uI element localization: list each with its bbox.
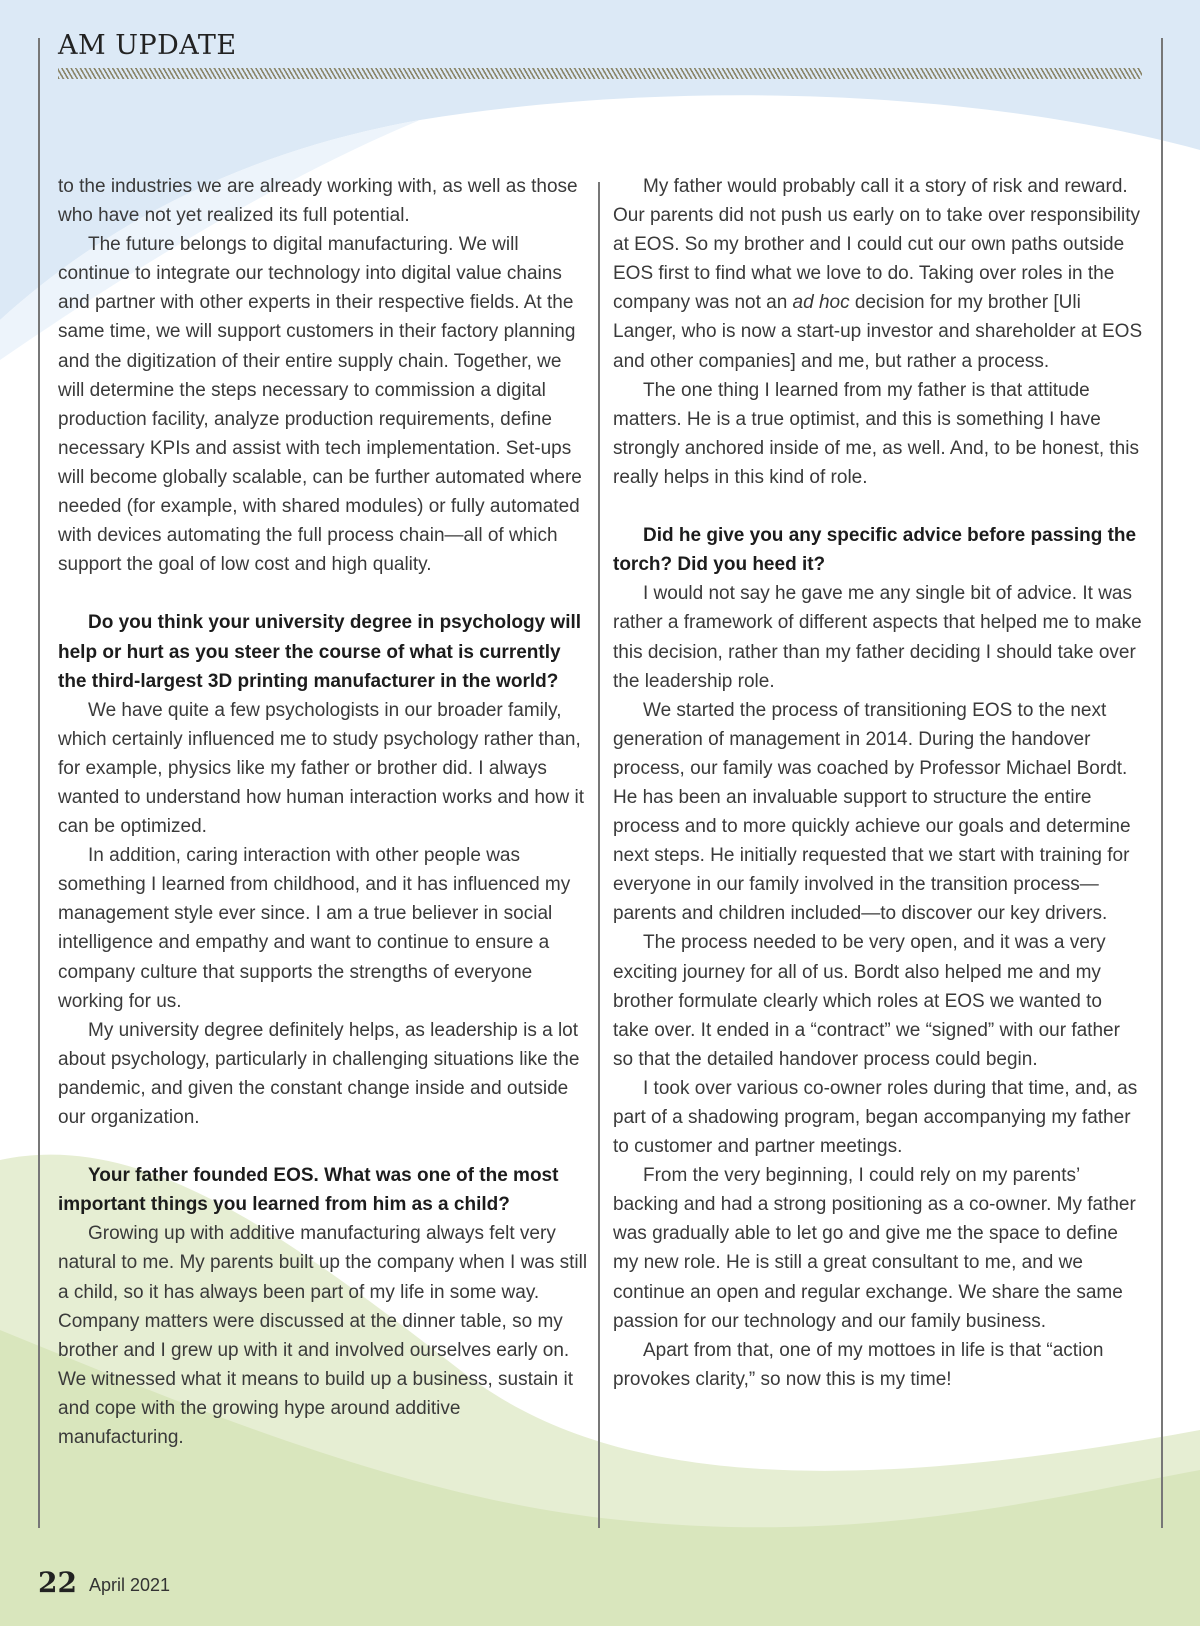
issue-date: April 2021 <box>89 1575 171 1595</box>
left-column <box>58 172 588 1452</box>
paragraph: to the industries we are already working with, as well as those who have not yet realized its full potential. <box>58 176 578 227</box>
paragraph: My university degree definitely helps, as leadership is a lot about psychology, particularly in challenging situations like the pandemic, and given the constant change inside and outside our organization. <box>58 1019 580 1128</box>
interview-question: Do you think your university degree in psychology will help or hurt as you steer the course of what is currently the third-largest 3D printing manufacturer in the world? <box>58 612 582 692</box>
paragraph: The process needed to be very open, and it was a very exciting journey for all of us. Bordt also helped me and my brother formulate clearly which roles at EOS we wanted to take over. It ended in a “contract” we “signed” with our father so that the detailed handover process could begin. <box>613 932 1120 1070</box>
page-border-right <box>1161 38 1163 1528</box>
paragraph: Growing up with additive manufacturing always felt very natural to me. My parents built up the company when I was still a child, so it has always been part of my life in some way. Company matters were discussed at the dinner table, so my brother and I grew up with it and involved ourselves early on. We witnessed what it means to build up a business, sustain it and cope with the growing hype around additive manufacturing. <box>58 1223 588 1449</box>
paragraph: In addition, caring interaction with other people was something I learned from childhood, and it has influenced my management style ever since. I am a true believer in social intelligence and empathy and want to continue to ensure a company culture that supports the strengths of everyone working for us. <box>58 845 571 1012</box>
paragraph <box>613 172 1143 376</box>
header-hatch-rule <box>58 68 1142 79</box>
paragraph-text: My father would probably call it a story of risk and reward. Our parents did not push us early on to take over responsibility at EOS. So my brother and I could cut our own paths outside EOS first to find what we love to do. Taking over roles in the company was not an <box>613 176 1141 314</box>
interview-question: Your father founded EOS. What was one of the most important things you learned from him as a child? <box>58 1165 559 1216</box>
paragraph: The one thing I learned from my father is that attitude matters. He is a true optimist, and this is something I have strongly anchored inside of me, as well. And, to be honest, this really helps in this kind of role. <box>613 379 1139 488</box>
paragraph: I would not say he gave me any single bit of advice. It was rather a framework of different aspects that helped me to make this decision, rather than my father deciding I should take over the leadership role. <box>613 583 1142 692</box>
paragraph: I took over various co-owner roles during that time, and, as part of a shadowing program, began accompanying my father to customer and partner meetings. <box>613 1077 1138 1158</box>
column-divider <box>598 182 600 1528</box>
paragraph: Apart from that, one of my mottoes in life is that “action provokes clarity,” so now this is my time! <box>613 1339 1104 1390</box>
right-column <box>613 172 1143 1394</box>
paragraph: From the very beginning, I could rely on my parents’ backing and had a strong positioning as a co-owner. My father was gradually able to let go and give me the space to define my new role. He is still a great consultant to me, and we continue an open and regular exchange. We share the same passion for our technology and our family business. <box>613 1165 1136 1332</box>
section-title: AM UPDATE <box>58 30 237 61</box>
paragraph: We started the process of transitioning EOS to the next generation of management in 2014. During the handover process, our family was coached by Professor Michael Bordt. He has been an invaluable support to structure the entire process and to more quickly achieve our goals and determine next steps. He initially requested that we start with training for everyone in our family involved in the transition process—parents and children included—to discover our key drivers. <box>613 699 1131 925</box>
interview-question: Did he give you any specific advice before passing the torch? Did you heed it? <box>613 525 1137 576</box>
paragraph: We have quite a few psychologists in our broader family, which certainly influenced me to study psychology rather than, for example, physics like my father or brother did. I always wanted to understand how human interaction works and how it can be optimized. <box>58 699 584 838</box>
page-border-left <box>38 38 40 1528</box>
page-number: 22 <box>38 1566 77 1599</box>
italic-phrase: ad hoc <box>792 292 850 314</box>
paragraph: The future belongs to digital manufacturing. We will continue to integrate our technology into digital value chains and partner with other experts in their respective fields. At the same time, we will support customers in their factory planning and the digitization of their entire supply chain. Together, we will determine the steps necessary to commission a digital production facility, analyze production requirements, define necessary KPIs and assist with tech implementation. Set-ups will become globally scalable, can be further automated where needed (for example, with shared modules) or fully automated with devices automating the full process chain—all of which support the goal of low cost and high quality. <box>58 234 582 576</box>
paragraph-text: decision for my brother [Uli Langer, who is now a start-up investor and shareholder at EOS and other companies] and me, but rather a process. <box>613 292 1143 372</box>
